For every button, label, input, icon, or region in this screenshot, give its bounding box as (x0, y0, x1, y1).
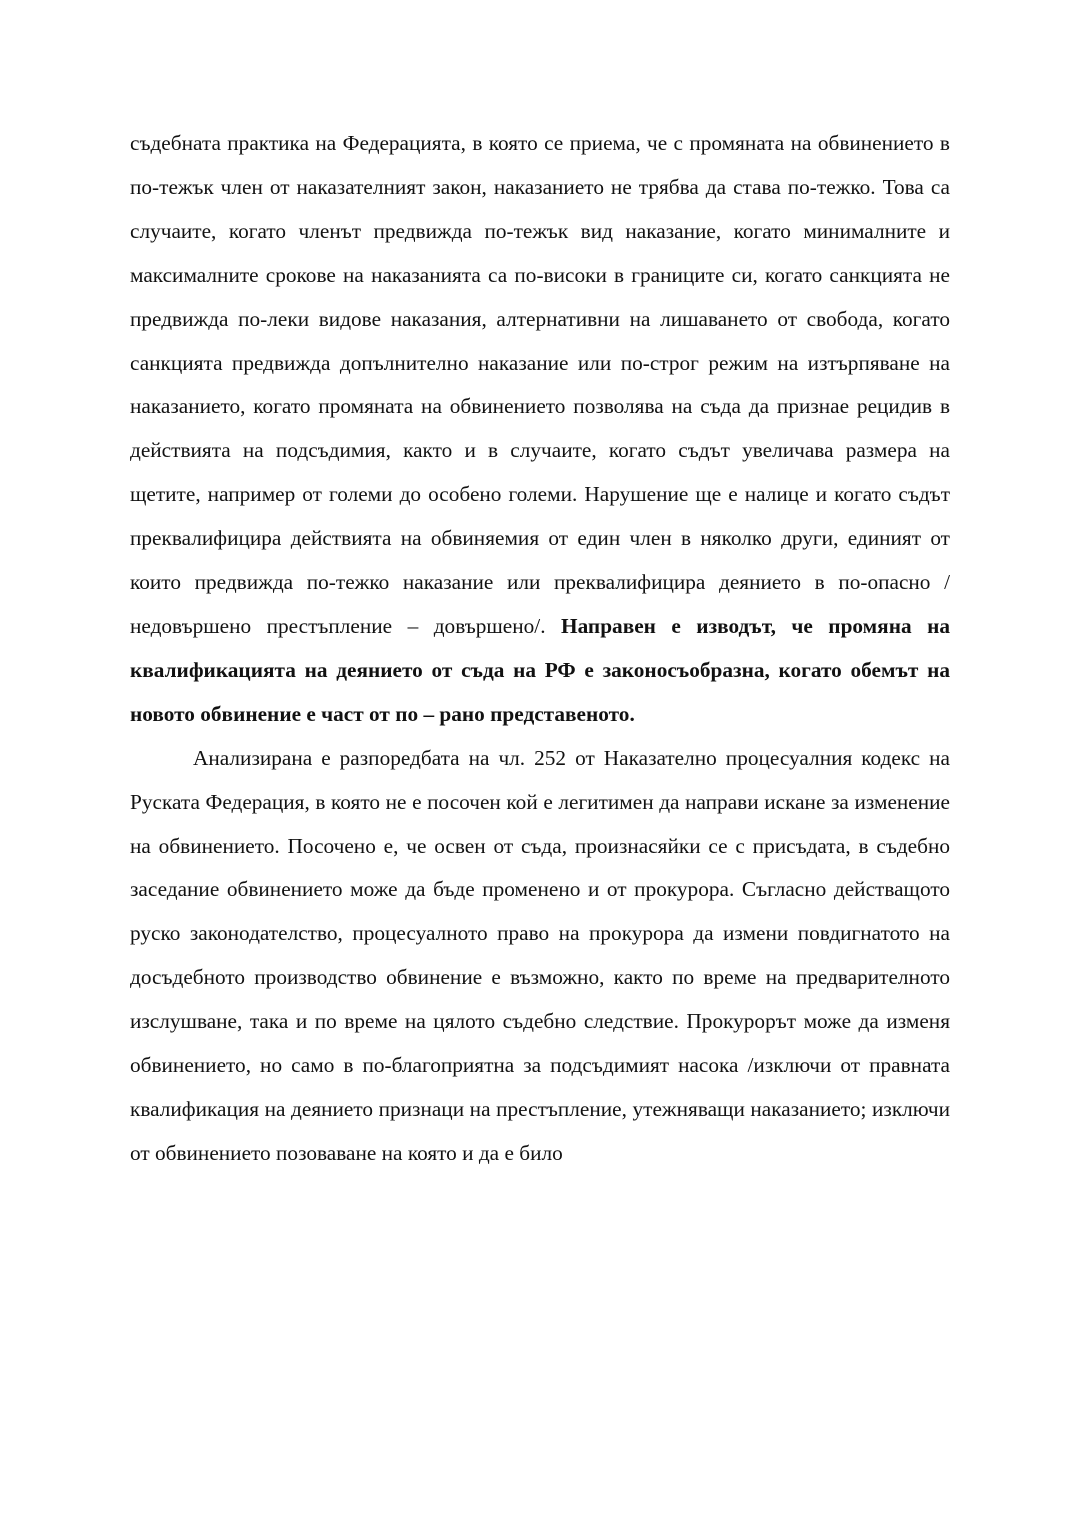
paragraph-continuation (130, 122, 950, 737)
paragraph-article-252: Анализирана е разпоредбата на чл. 252 от Наказателно процесуалния кодекс на Руската Федерация, в която не е посочен кой е легитимен да направи искане за изменение на обвинението. Посочено е, че освен от съда, произнасяйки се с присъдата, в съдебно заседание обвинението може да бъде променено и от прокурора. Съгласно действащото руско законодателство, процесуалното право на прокурора да измени повдигнатото на досъдебното производство обвинение е възможно, както по време на предварителното изслушване, така и по време на цялото съдебно следствие. Прокурорът може да изменя обвинението, но само в по-благоприятна за подсъдимият насока /изключи от правната квалификация на деянието признаци на престъпление, утежняващи наказанието; изключи от обвинението позоваване на която и да е било (130, 745, 950, 1165)
paragraph-1-conclusion: Направен е изводът, че промяна на квалификацията на деянието от съда на РФ е законосъобразна, когато обемът на новото обвинение е част от по – рано представеното. (130, 613, 950, 726)
paragraph-1-text: съдебната практика на Федерацията, в която се приема, че с промяната на обвинението в по-тежък член от наказателният закон, наказанието не трябва да става по-тежко. Това са случаите, когато членът предвижда по-тежък вид наказание, когато минималните и максималните срокове на наказанията са по-високи в границите си, когато санкцията не предвижда по-леки видове наказания, алтернативни на лишаването от свобода, когато санкцията предвижда допълнително наказание или по-строг режим на изтърпяване на наказанието, когато промяната на обвинението позволява на съда да признае рецидив в действията на подсъдимия, както и в случаите, когато съдът увеличава размера на щетите, например от големи до особено големи. Нарушение ще е налице и когато съдът преквалифицира действията на обвиняемия от един член в няколко други, единият от които предвижда по-тежко наказание или преквалифицира деянието в по-опасно /недовършено престъпление – довършено/. (130, 131, 950, 638)
document-page (130, 122, 950, 1176)
